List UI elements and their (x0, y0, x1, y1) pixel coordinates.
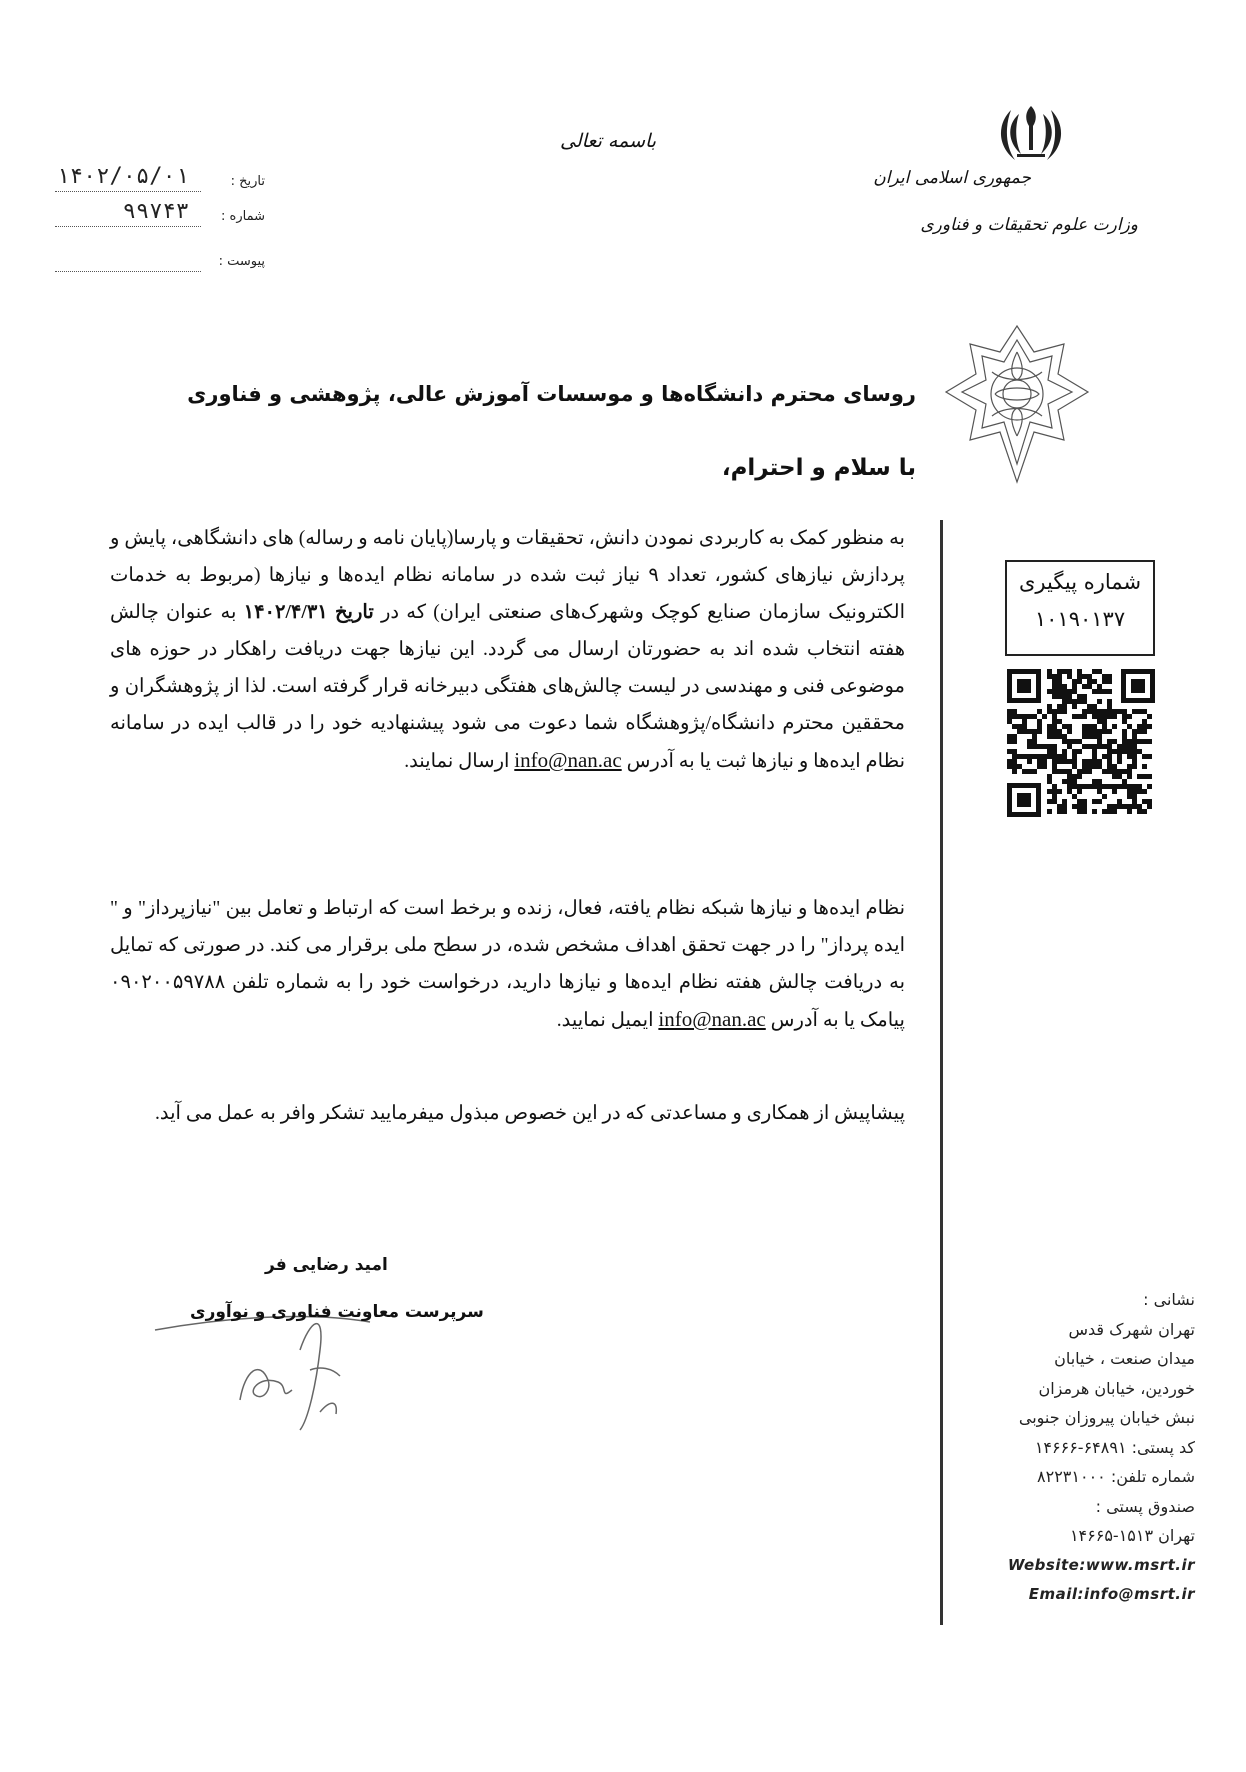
attachment-underline (55, 271, 201, 272)
iran-emblem-icon (995, 98, 1067, 168)
p1-text-b: به عنوان چالش هفته انتخاب شده اند به حضورتان ارسال می گردد. این نیازها جهت دریافت راهکار در حوزه های موضوعی فنی و مهندسی در لیست چالش‌های هفتگی دبیرخانه قرار گرفته است. لذا از پژوهشگران و محققین محترم دانشگاه/پژوهشگاه شما دعوت می شود پیشنهادیه خود را در قالب ایده در سامانه نظام ایده‌ها و نیازها ثبت یا به آدرس (110, 602, 905, 772)
p1-text-a: به منظور کمک به کاربردی نمودن دانش، تحقیقات و پارسا(پایان نامه و رساله) های دانشگاهی، پایش و پردازش نیازهای کشور، تعداد ۹ نیاز ثبت شده در سامانه نظام ایده‌ها و نیازها (مربوط به خدمات الکترونیک سازمان صنایع کوچک وشهرک‌های صنعتی ایران) که در (110, 528, 906, 623)
number-underline (55, 226, 201, 227)
vertical-divider (940, 520, 943, 1625)
address-line: تهران شهرک قدس (1068, 1319, 1195, 1339)
address-line: نبش خیابان پیروزان جنوبی (1018, 1408, 1195, 1427)
signatory-name: امید رضایی فر (265, 1255, 388, 1275)
tracking-value: ۱۰۱۹۰۱۳۷ (1034, 606, 1126, 631)
tracking-label: شماره پیگیری (1018, 570, 1142, 594)
bismillah-heading: باسمه تعالی (560, 130, 657, 152)
paragraph-3: پیشاپیش از همکاری و مساعدتی که در این خصوص مبذول میفرمایید تشکر وافر به عمل می آید. (154, 1103, 905, 1124)
number-field (55, 199, 265, 231)
islamic-ornament-icon (942, 322, 1092, 487)
date-value: ۱۴۰۲/۰۵/۰۱ (56, 164, 189, 189)
date-label: تاریخ : (230, 174, 265, 189)
qr-code (1005, 667, 1157, 819)
p2-text-a: نظام ایده‌ها و نیازها شبکه نظام یافته، فعال، زنده و برخط است که ارتباط و تعامل بین "نیازپرداز" و " ایده پرداز" را در جهت تحقق اهداف مشخص شده، در سطح ملی برقرار می کند. در صورتی که تمایل به دریافت چالش هفته نظام ایده‌ها و نیازها دارید، درخواست خود را به شماره تلفن ۰۹۰۲۰۰۵۹۷۸۸ پیامک یا به آدرس (110, 898, 905, 1031)
email-link[interactable]: Email:info@msrt.ir (1028, 1585, 1195, 1603)
address-block (965, 1285, 1195, 1610)
address-line: میدان صنعت ، خیابان (1054, 1349, 1195, 1368)
phone-number: شماره تلفن: ۸۲۲۳۱۰۰۰ (1037, 1467, 1195, 1486)
paragraph-1 (110, 520, 905, 780)
number-label: شماره : (221, 209, 265, 224)
p2-text-b: ایمیل نمایید. (556, 1010, 654, 1031)
attachment-label: پیوست : (218, 254, 265, 269)
website-link[interactable]: Website:www.msrt.ir (1007, 1555, 1195, 1574)
po-box-label: صندوق پستی : (1095, 1496, 1195, 1516)
po-box-value: تهران ۱۵۱۳-۱۴۶۶۵ (1069, 1526, 1195, 1545)
ministry-country-line: جمهوری اسلامی ایران (873, 168, 1031, 188)
ministry-name-line: وزارت علوم تحقیقات و فناوری (920, 215, 1138, 235)
salutation-line: با سلام و احترام، (721, 455, 916, 481)
postal-code: کد پستی: ۶۴۸۹۱-۱۴۶۶۶ (1034, 1437, 1195, 1457)
p1-email-link[interactable]: info@nan.ac (514, 748, 622, 772)
p1-date-bold: تاریخ ۱۴۰۲/۴/۳۱ (243, 602, 374, 623)
number-value: ۹۹۷۴۳ (122, 199, 189, 224)
attachment-field (55, 248, 265, 276)
p2-email-link[interactable]: info@nan.ac (658, 1007, 766, 1031)
tracking-box (1005, 560, 1155, 656)
paragraph-2 (110, 890, 905, 1039)
addressee-line: روسای محترم دانشگاه‌ها و موسسات آموزش عالی، پژوهشی و فناوری (187, 382, 916, 406)
date-underline (55, 191, 201, 192)
address-line: خوردین، خیابان هرمزان (1038, 1378, 1195, 1398)
address-label: نشانی : (1143, 1290, 1195, 1309)
p1-text-c: ارسال نمایند. (404, 751, 510, 772)
date-field (55, 164, 265, 196)
signatory-title: سرپرست معاونت فناوری و نوآوری (190, 1302, 484, 1322)
